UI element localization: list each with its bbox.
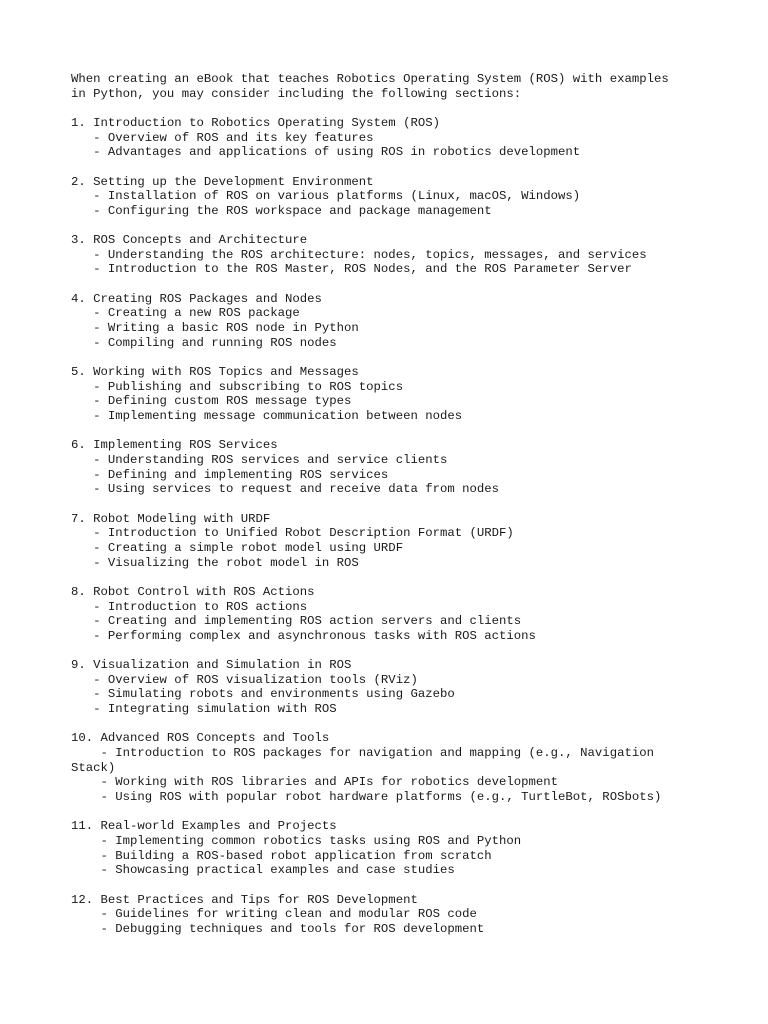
section-bullet: - Understanding ROS services and service clients — [71, 452, 448, 467]
section-11 — [71, 819, 711, 878]
section-bullet: - Defining and implementing ROS services — [71, 467, 389, 482]
section-10 — [71, 731, 711, 804]
section-heading: 6. Implementing ROS Services — [71, 438, 278, 453]
section-bullet: - Introduction to Unified Robot Description Format (URDF) — [71, 526, 514, 541]
section-heading: 7. Robot Modeling with URDF — [71, 511, 271, 526]
section-bullet: - Working with ROS libraries and APIs for robotics development — [71, 775, 559, 790]
section-bullet: - Creating a new ROS package — [71, 306, 300, 321]
section-heading: 3. ROS Concepts and Architecture — [71, 233, 308, 248]
section-bullet: - Using ROS with popular robot hardware platforms (e.g., TurtleBot, ROSbots) — [71, 790, 662, 804]
section-bullet: - Introduction to the ROS Master, ROS Nodes, and the ROS Parameter Server — [71, 262, 632, 277]
section-bullet: - Compiling and running ROS nodes — [71, 335, 337, 350]
section-heading: 10. Advanced ROS Concepts and Tools — [71, 731, 330, 746]
section-bullet: - Overview of ROS visualization tools (RViz) — [71, 672, 418, 687]
section-bullet: - Understanding the ROS architecture: nodes, topics, messages, and services — [71, 247, 647, 262]
section-bullet: - Installation of ROS on various platforms (Linux, macOS, Windows) — [71, 189, 581, 204]
section-5 — [71, 365, 711, 424]
intro-paragraph: When creating an eBook that teaches Robotics Operating System (ROS) with examples in Python, you may consider including the following sections: — [71, 72, 669, 101]
section-4 — [71, 292, 711, 351]
section-heading: 5. Working with ROS Topics and Messages — [71, 365, 359, 380]
section-bullet: - Introduction to ROS packages for navigation and mapping (e.g., Navigation Stack) — [71, 746, 654, 775]
section-bullet: - Writing a basic ROS node in Python — [71, 321, 359, 336]
document-body — [71, 72, 711, 951]
section-heading: 11. Real-world Examples and Projects — [71, 819, 337, 834]
section-12 — [71, 893, 711, 937]
section-bullet: - Overview of ROS and its key features — [71, 130, 374, 145]
section-bullet: - Defining custom ROS message types — [71, 394, 352, 409]
section-bullet: - Integrating simulation with ROS — [71, 702, 337, 717]
section-3 — [71, 233, 711, 277]
section-bullet: - Performing complex and asynchronous tasks with ROS actions — [71, 628, 536, 643]
section-bullet: - Creating a simple robot model using URDF — [71, 540, 404, 555]
section-bullet: - Using services to request and receive data from nodes — [71, 482, 500, 497]
section-7 — [71, 512, 711, 571]
section-2 — [71, 175, 711, 219]
section-bullet: - Implementing message communication between nodes — [71, 409, 463, 424]
section-heading: 2. Setting up the Development Environment — [71, 174, 374, 189]
section-bullet: - Introduction to ROS actions — [71, 599, 308, 614]
section-8 — [71, 585, 711, 644]
section-bullet: - Creating and implementing ROS action servers and clients — [71, 614, 522, 629]
section-6 — [71, 438, 711, 497]
section-heading: 1. Introduction to Robotics Operating System (ROS) — [71, 115, 440, 130]
section-bullet: - Implementing common robotics tasks using ROS and Python — [71, 833, 522, 848]
section-bullet: - Guidelines for writing clean and modular ROS code — [71, 907, 477, 922]
section-heading: 9. Visualization and Simulation in ROS — [71, 658, 352, 673]
section-9 — [71, 658, 711, 717]
section-heading: 12. Best Practices and Tips for ROS Development — [71, 892, 418, 907]
section-bullet: - Publishing and subscribing to ROS topics — [71, 379, 404, 394]
section-heading: 4. Creating ROS Packages and Nodes — [71, 291, 322, 306]
section-1 — [71, 116, 711, 160]
section-bullet: - Advantages and applications of using ROS in robotics development — [71, 145, 581, 160]
section-bullet: - Debugging techniques and tools for ROS development — [71, 921, 485, 936]
section-heading: 8. Robot Control with ROS Actions — [71, 584, 315, 599]
section-bullet: - Visualizing the robot model in ROS — [71, 555, 359, 570]
section-bullet: - Configuring the ROS workspace and package management — [71, 203, 492, 218]
section-bullet: - Building a ROS-based robot application from scratch — [71, 848, 492, 863]
section-bullet: - Showcasing practical examples and case studies — [71, 863, 455, 878]
section-bullet: - Simulating robots and environments using Gazebo — [71, 687, 455, 702]
